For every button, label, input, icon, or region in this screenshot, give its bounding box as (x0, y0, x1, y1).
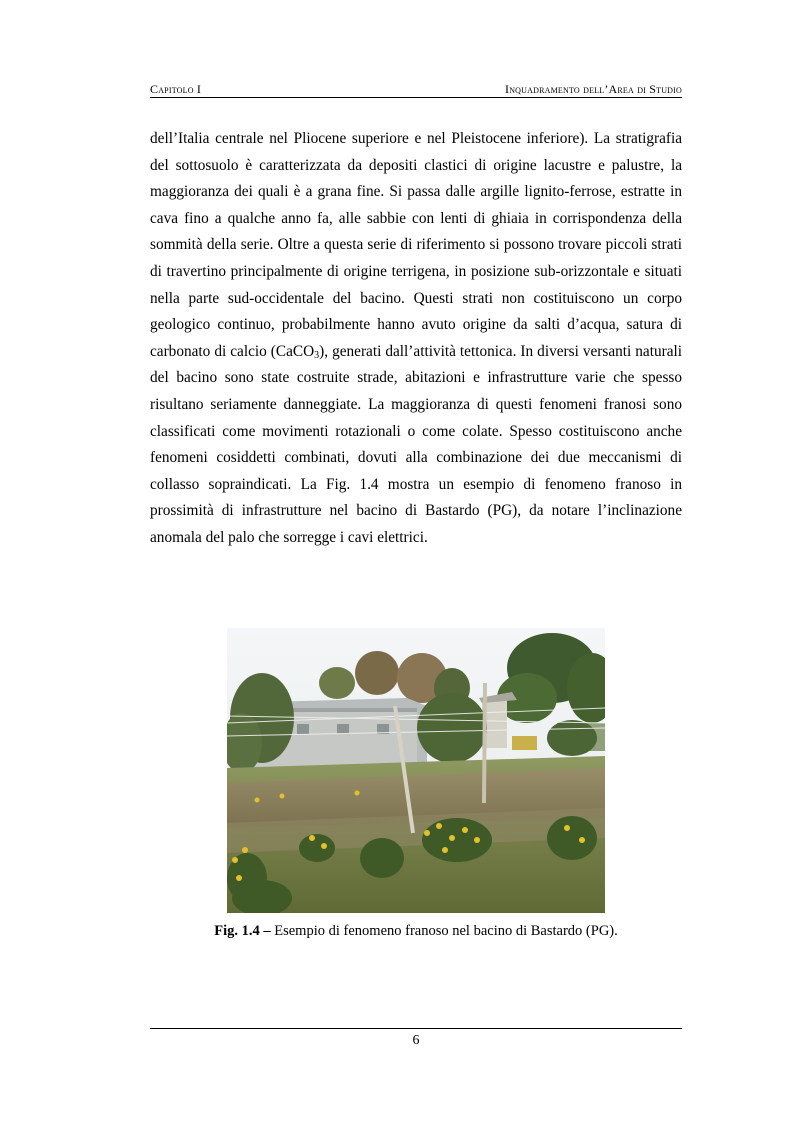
header-chapter: Capitolo I (150, 82, 202, 96)
header-section-title: Inquadramento dell’Area di Studio (505, 82, 682, 96)
body-paragraph (150, 126, 682, 552)
page-number: 6 (412, 1033, 420, 1048)
body-text-part1: dell’Italia centrale nel Pliocene superiore e nel Pleistocene inferiore). La stratigrafia del sottosuolo è caratterizzata da depositi clastici di origine lacustre e palustre, la maggioranza dei quali è a grana fine. Si passa dalle argille lignito-ferrose, estratte in cava fino a qualche anno fa, alle sabbie con lenti di ghiaia in corrispondenza della sommità della serie. Oltre a questa serie di riferimento si possono trovare piccoli strati di travertino principalmente di origine terrigena, in posizione sub-orizzontale e situati nella parte sud-occidentale del bacino. Questi strati non costituiscono un corpo geologico continuo, probabilmente hanno avuto origine da salti d’acqua, satura di carbonato di calcio (CaCO (150, 130, 682, 360)
figure-label: Fig. 1.4 – (214, 923, 271, 939)
landslide-photo (227, 628, 605, 913)
header-rule (150, 97, 682, 98)
footer-rule (150, 1028, 682, 1029)
body-text-subscript: 3 (314, 349, 320, 361)
figure-caption (150, 923, 682, 940)
body-text-part2: ), generati dall’attività tettonica. In diversi versanti naturali del bacino sono state costruite strade, abitazioni e infrastrutture varie che spesso risultano seriamente danneggiate. La maggioranza di questi fenomeni franosi sono classificati come movimenti rotazionali o come colate. Spesso costituiscono anche fenomeni cosiddetti combinati, dovuti alla combinazione dei due meccanismi di collasso sopraindicati. La Fig. 1.4 mostra un esempio di fenomeno franoso in prossimità di infrastrutture nel bacino di Bastardo (PG), da notare l’inclinazione anomala del palo che sorregge i cavi elettrici. (150, 342, 683, 546)
running-header (150, 82, 682, 98)
figure-caption-text: Esempio di fenomeno franoso nel bacino di Bastardo (PG). (270, 923, 618, 939)
landslide-photo-illustration (227, 628, 605, 913)
